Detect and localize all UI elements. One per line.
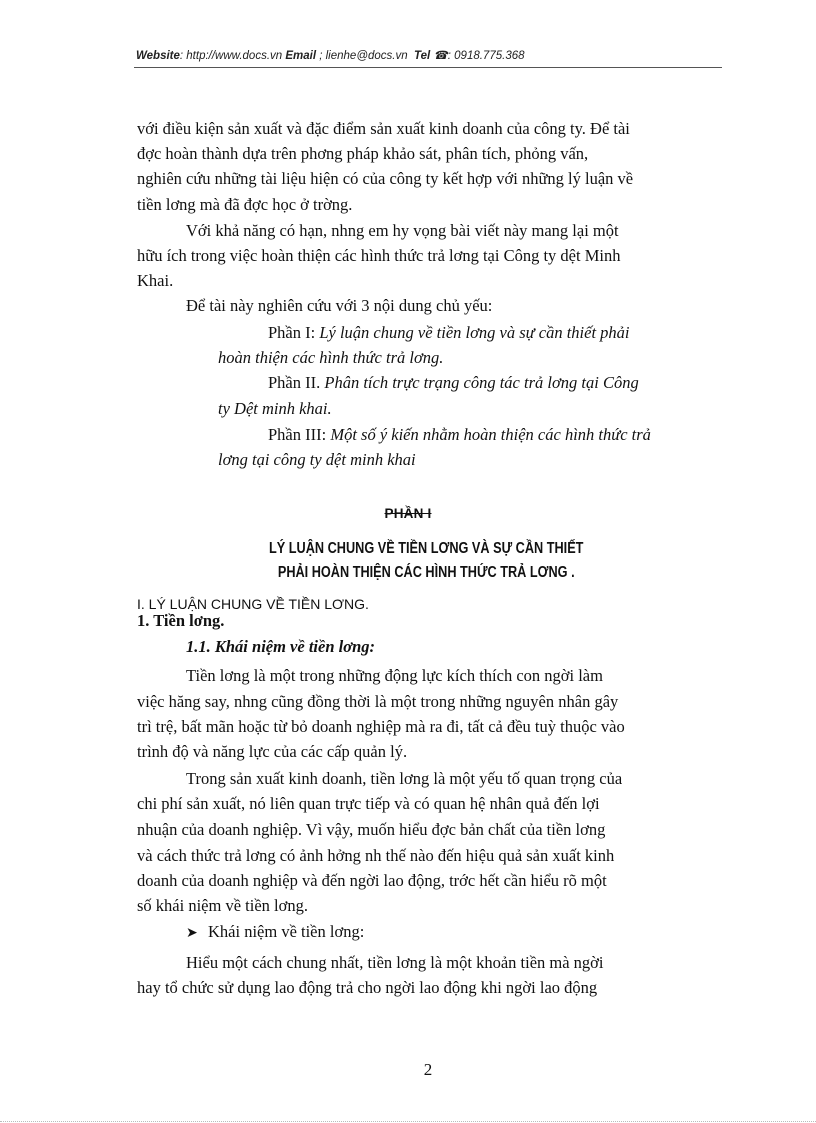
- part3-text: Một số ý kiến nhằm hoàn thiện các hình thức trả: [330, 425, 651, 444]
- page-header: [136, 48, 721, 62]
- bullet-text: Khái niệm về tiền lơng:: [208, 922, 365, 941]
- part2-label: Phần II.: [268, 373, 321, 392]
- body-p2-line2: chi phí sản xuất, nó liên quan trực tiếp và có quan hệ nhân quả đến lợi: [137, 794, 600, 813]
- part3-text-cont: lơng tại công ty dệt minh khai: [218, 450, 416, 469]
- body-p2-line6: số khái niệm về tiền lơng.: [137, 896, 308, 915]
- section-heading: I. LÝ LUẬN CHUNG VỀ TIỀN LƠNG.: [137, 596, 369, 612]
- body-p1-line1: Tiền lơng là một trong những động lực kích thích con ngời làm: [186, 666, 603, 685]
- part2-text: Phân tích trực trạng công tác trả lơng tại Công: [324, 373, 639, 392]
- intro-p1-line2: đợc hoàn thành dựa trên phơng pháp khảo sát, phân tích, phỏng vấn,: [137, 144, 589, 163]
- subsubsection-heading: 1.1. Khái niệm về tiền lơng:: [186, 637, 375, 656]
- intro-p1-line4: tiền lơng mà đã đợc học ở trờng.: [137, 195, 353, 214]
- chapter-title-line2: PHẢI HOÀN THIỆN CÁC HÌNH THỨC TRẢ LƠNG .: [277, 564, 575, 581]
- chapter-title-line1: LÝ LUẬN CHUNG VỀ TIỀN LƠNG VÀ SỰ CẦN THIẾT: [269, 540, 584, 557]
- part1-text: Lý luận chung về tiền lơng và sự cần thiết phải: [319, 323, 630, 342]
- body-p1-line3: trì trệ, bất mãn hoặc từ bỏ doanh nghiệp mà ra đi, tất cả đều tuỳ thuộc vào: [137, 717, 625, 736]
- website-label: Website: [136, 50, 180, 62]
- part2-item: [268, 370, 816, 396]
- body-p3-line2: hay tổ chức sử dụng lao động trả cho ngời lao động khi ngời lao động: [137, 978, 598, 997]
- part-heading: PHẦN I: [384, 506, 432, 521]
- arrow-bullet-icon: ➤: [186, 925, 198, 941]
- body-p3-line1: Hiểu một cách chung nhất, tiền lơng là một khoản tiền mà ngời: [186, 953, 604, 972]
- body-p2-line5: doanh của doanh nghiệp và đến ngời lao động, trớc hết cần hiểu rõ một: [137, 871, 607, 890]
- body-p1-line2: việc hăng say, nhng cũng đồng thời là một trong những nguyên nhân gây: [137, 692, 619, 711]
- email-label: Email: [285, 50, 317, 62]
- body-p2-line1: Trong sản xuất kinh doanh, tiền lơng là một yếu tố quan trọng của: [186, 769, 623, 788]
- page-number: 2: [423, 1060, 433, 1079]
- intro-p1-line1: với điều kiện sản xuất và đặc điểm sản xuất kinh doanh của công ty. Để tài: [137, 119, 630, 138]
- header-divider: [134, 67, 722, 68]
- body-p2-line4: và cách thức trả lơng có ảnh hởng nh thế nào đến hiệu quả sản xuất kinh: [137, 846, 615, 865]
- page-bottom-divider: [0, 1121, 816, 1122]
- body-p2-line3: nhuận của doanh nghiệp. Vì vậy, muốn hiểu đợc bản chất của tiền lơng: [137, 820, 606, 839]
- intro-p3: Để tài này nghiên cứu với 3 nội dung chủ yếu:: [186, 296, 493, 315]
- intro-p2-line1: Với khả năng có hạn, nhng em hy vọng bài viết này mang lại một: [186, 221, 619, 240]
- body-p1-line4: trình độ và năng lực của các cấp quản lý.: [137, 742, 408, 761]
- part1-text-cont: hoàn thiện các hình thức trả lơng.: [218, 348, 444, 367]
- email-value: ; lienhe@docs.vn: [316, 50, 408, 62]
- bullet-item: [186, 922, 364, 942]
- website-value: : http://www.docs.vn: [179, 50, 283, 62]
- part1-label: Phần I:: [268, 323, 316, 342]
- intro-p1-line3: nghiên cứu những tài liệu hiện có của công ty kết hợp với những lý luận về: [137, 169, 634, 188]
- part3-item: [268, 422, 816, 448]
- part2-text-cont: ty Dệt minh khai.: [218, 399, 332, 418]
- phone-icon: ☎: [433, 50, 448, 62]
- subsection-heading: 1. Tiền lơng.: [137, 611, 225, 630]
- tel-label: Tel: [414, 50, 431, 62]
- part3-label: Phần III:: [268, 425, 327, 444]
- intro-p2-line3: Khai.: [137, 271, 174, 290]
- part1-item: [268, 320, 816, 346]
- intro-p2-line2: hữu ích trong việc hoàn thiện các hình thức trả lơng tại Công ty dệt Minh: [137, 246, 621, 265]
- tel-value: : 0918.775.368: [447, 50, 525, 62]
